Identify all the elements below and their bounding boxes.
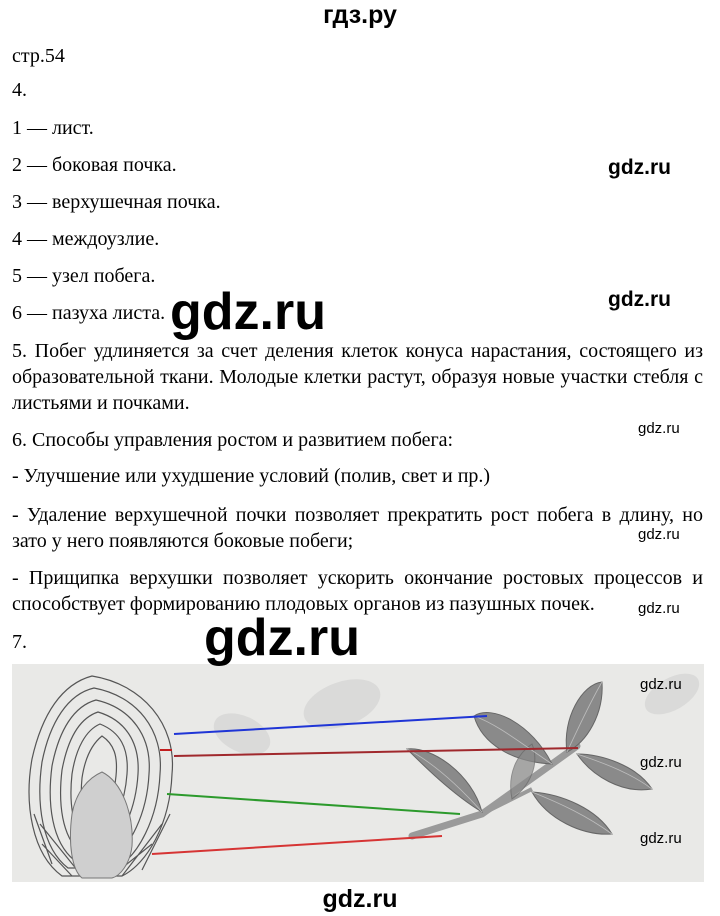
task-4-number: 4. xyxy=(12,79,27,101)
watermark: gdz.ru xyxy=(640,754,682,771)
task-4-item: 4 — междоузлие. xyxy=(12,228,160,250)
page-reference: стр.54 xyxy=(12,45,65,67)
connector-line xyxy=(152,836,442,854)
task-4-item: 6 — пазуха листа. xyxy=(12,302,166,324)
task-7-number: 7. xyxy=(12,631,27,653)
task-6-point: - Прищипка верхушки позволяет ускорить окончание ростовых процессов и способствует формированию плодовых органов из пазушных почек. xyxy=(12,567,703,615)
task-4-item: 1 — лист. xyxy=(12,117,94,139)
watermark: gdz.ru xyxy=(170,283,326,341)
watermark: gdz.ru xyxy=(640,676,682,693)
watermark: gdz.ru xyxy=(638,420,680,437)
task-6-point: - Удаление верхушечной почки позволяет прекратить рост побега в длину, но зато у него появляются боковые побеги; xyxy=(12,504,703,552)
leaf xyxy=(532,792,612,834)
task-4-item: 2 — боковая почка. xyxy=(12,154,177,176)
watermark: gdz.ru xyxy=(638,526,680,543)
watermark: gdz.ru xyxy=(204,609,360,667)
leaf xyxy=(407,749,482,812)
site-header: гдз.ру xyxy=(323,1,397,29)
task-4-item: 3 — верхушечная почка. xyxy=(12,191,221,213)
task-4-item: 5 — узел побега. xyxy=(12,265,156,287)
watermark: gdz.ru xyxy=(608,156,671,179)
connector-line xyxy=(167,794,460,814)
watermark: gdz.ru xyxy=(608,288,671,311)
task-6-intro: 6. Способы управления ростом и развитием побега: xyxy=(12,429,454,451)
watermark: gdz.ru xyxy=(640,830,682,847)
watermark: gdz.ru xyxy=(638,600,680,617)
task-6-point: - Улучшение или ухудшение условий (полив, свет и пр.) xyxy=(12,465,491,487)
growth-cone xyxy=(70,772,132,878)
shoot-bud-diagram xyxy=(12,664,704,882)
task-5-text: 5. Побег удлиняется за счет деления клеток конуса нарастания, состоящего из образовательной ткани. Молодые клетки растут, образуя новые участки стебля с листьями и почками. xyxy=(12,340,703,414)
site-footer: gdz.ru xyxy=(322,885,398,913)
